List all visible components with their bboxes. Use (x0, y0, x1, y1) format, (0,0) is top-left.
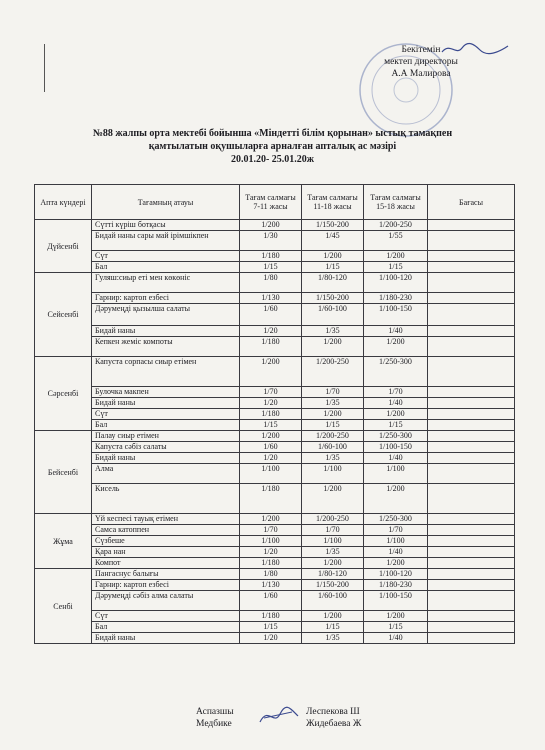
header-day: Апта күндері (35, 185, 92, 220)
table-row (35, 464, 515, 484)
title-line-2: қамтылатын оқушыларға арналған апталық ас мәзірі (148, 141, 397, 152)
dish-name-cell: Кепкен жеміс компоты (92, 337, 240, 357)
price-cell (428, 431, 515, 442)
price-cell (428, 453, 515, 464)
weight-7-11-cell: 1/180 (240, 251, 302, 262)
weight-15-18-cell: 1/200 (364, 337, 428, 357)
table-row (35, 398, 515, 409)
weight-11-18-cell: 1/35 (302, 547, 364, 558)
weight-11-18-cell: 1/70 (302, 525, 364, 536)
weight-15-18-cell: 1/40 (364, 633, 428, 644)
dish-name-cell: Дәрумеңді сәбіз алма салаты (92, 591, 240, 611)
approval-line-2: мектеп директоры (384, 57, 458, 67)
weight-15-18-cell: 1/70 (364, 387, 428, 398)
dish-name-cell: Алма (92, 464, 240, 484)
header-weight-15-18: Тағам салмағы 15-18 жасы (364, 185, 428, 220)
header-weight-11-18: Тағам салмағы 11-18 жасы (302, 185, 364, 220)
weight-15-18-cell: 1/250-300 (364, 357, 428, 387)
weight-15-18-cell: 1/100-120 (364, 569, 428, 580)
weight-15-18-cell: 1/180-230 (364, 293, 428, 304)
table-row (35, 273, 515, 293)
weight-7-11-cell: 1/15 (240, 420, 302, 431)
weight-7-11-cell: 1/180 (240, 484, 302, 514)
weight-7-11-cell: 1/70 (240, 525, 302, 536)
weight-11-18-cell: 1/80-120 (302, 273, 364, 293)
weight-7-11-cell: 1/180 (240, 558, 302, 569)
dish-name-cell: Капуста сәбіз салаты (92, 442, 240, 453)
weight-15-18-cell: 1/180-230 (364, 580, 428, 591)
dish-name-cell: Бал (92, 262, 240, 273)
header-price: Бағасы (428, 185, 515, 220)
price-cell (428, 326, 515, 337)
table-row (35, 558, 515, 569)
weight-11-18-cell: 1/200 (302, 251, 364, 262)
price-cell (428, 580, 515, 591)
weight-7-11-cell: 1/130 (240, 580, 302, 591)
dish-name-cell: Булочка макпен (92, 387, 240, 398)
dish-name-cell: Үй кеспесі тауық етімен (92, 514, 240, 525)
price-cell (428, 622, 515, 633)
weight-7-11-cell: 1/100 (240, 536, 302, 547)
price-cell (428, 409, 515, 420)
signatures-footer (196, 706, 416, 730)
dish-name-cell: Бидай наны (92, 398, 240, 409)
weight-15-18-cell: 1/40 (364, 547, 428, 558)
weight-15-18-cell: 1/55 (364, 231, 428, 251)
weight-15-18-cell: 1/200 (364, 251, 428, 262)
day-cell: Сенбі (35, 569, 92, 644)
weight-11-18-cell: 1/200-250 (302, 514, 364, 525)
table-row (35, 580, 515, 591)
weight-11-18-cell: 1/200-250 (302, 431, 364, 442)
price-cell (428, 293, 515, 304)
dish-name-cell: Сүт (92, 251, 240, 262)
weight-7-11-cell: 1/80 (240, 569, 302, 580)
weight-11-18-cell: 1/45 (302, 231, 364, 251)
price-cell (428, 591, 515, 611)
price-cell (428, 558, 515, 569)
weight-11-18-cell: 1/15 (302, 622, 364, 633)
table-row (35, 536, 515, 547)
weight-7-11-cell: 1/200 (240, 431, 302, 442)
price-cell (428, 514, 515, 525)
weight-11-18-cell: 1/70 (302, 387, 364, 398)
dish-name-cell: Бал (92, 420, 240, 431)
weight-11-18-cell: 1/200 (302, 337, 364, 357)
dish-name-cell: Палау сиыр етімен (92, 431, 240, 442)
document-title (60, 127, 485, 166)
dish-name-cell: Гуляш:сиыр еті мен көкөніс (92, 273, 240, 293)
table-row (35, 633, 515, 644)
price-cell (428, 420, 515, 431)
dish-name-cell: Бидай наны сары май ірімшікпен (92, 231, 240, 251)
weight-15-18-cell: 1/200-250 (364, 220, 428, 231)
table-row (35, 251, 515, 262)
weight-11-18-cell: 1/60-100 (302, 591, 364, 611)
dish-name-cell: Қара нан (92, 547, 240, 558)
table-row (35, 357, 515, 387)
table-header-row (35, 185, 515, 220)
table-row (35, 622, 515, 633)
table-row (35, 569, 515, 580)
weight-15-18-cell: 1/100 (364, 536, 428, 547)
weight-7-11-cell: 1/80 (240, 273, 302, 293)
weight-7-11-cell: 1/180 (240, 611, 302, 622)
weight-15-18-cell: 1/15 (364, 622, 428, 633)
table-row (35, 611, 515, 622)
weight-11-18-cell: 1/80-120 (302, 569, 364, 580)
weight-7-11-cell: 1/20 (240, 453, 302, 464)
price-cell (428, 525, 515, 536)
approval-block (356, 44, 486, 80)
price-cell (428, 569, 515, 580)
title-line-1: №88 жалпы орта мектебі бойынша «Міндетті білім қорынан» ыстық тамақпен (92, 128, 453, 139)
weight-15-18-cell: 1/200 (364, 611, 428, 622)
dish-name-cell: Гарнир: картоп езбесі (92, 580, 240, 591)
weight-7-11-cell: 1/15 (240, 262, 302, 273)
price-cell (428, 251, 515, 262)
dish-name-cell: Бидай наны (92, 453, 240, 464)
price-cell (428, 398, 515, 409)
table-row (35, 525, 515, 536)
price-cell (428, 633, 515, 644)
table-row (35, 547, 515, 558)
weight-7-11-cell: 1/60 (240, 304, 302, 326)
weight-15-18-cell: 1/250-300 (364, 514, 428, 525)
day-cell: Сейсенбі (35, 273, 92, 357)
weight-11-18-cell: 1/15 (302, 262, 364, 273)
weight-15-18-cell: 1/40 (364, 398, 428, 409)
dish-name-cell: Кисель (92, 484, 240, 514)
price-cell (428, 464, 515, 484)
weight-11-18-cell: 1/200-250 (302, 357, 364, 387)
dish-name-cell: Сүт (92, 611, 240, 622)
table-row (35, 420, 515, 431)
table-row (35, 431, 515, 442)
price-cell (428, 231, 515, 251)
table-row (35, 262, 515, 273)
weight-7-11-cell: 1/15 (240, 622, 302, 633)
price-cell (428, 611, 515, 622)
day-cell: Дүйсенбі (35, 220, 92, 273)
weight-15-18-cell: 1/100-150 (364, 304, 428, 326)
table-row (35, 304, 515, 326)
price-cell (428, 337, 515, 357)
table-row (35, 220, 515, 231)
weight-11-18-cell: 1/200 (302, 611, 364, 622)
weight-11-18-cell: 1/35 (302, 453, 364, 464)
weight-15-18-cell: 1/250-300 (364, 431, 428, 442)
dish-name-cell: Самса катоппен (92, 525, 240, 536)
weight-7-11-cell: 1/60 (240, 442, 302, 453)
cook-role: Аспазшы (196, 707, 234, 717)
weight-11-18-cell: 1/35 (302, 633, 364, 644)
table-row (35, 453, 515, 464)
weight-7-11-cell: 1/70 (240, 387, 302, 398)
nurse-signature-icon (256, 702, 302, 728)
weight-7-11-cell: 1/20 (240, 547, 302, 558)
weight-11-18-cell: 1/200 (302, 484, 364, 514)
header-weight-7-11: Тағам салмағы 7-11 жасы (240, 185, 302, 220)
weight-15-18-cell: 1/15 (364, 262, 428, 273)
weight-15-18-cell: 1/100 (364, 464, 428, 484)
nurse-name: Жидебаева Ж (306, 719, 362, 729)
cook-name: Леспекова Ш (306, 707, 360, 717)
dish-name-cell: Гарнир: картоп езбесі (92, 293, 240, 304)
price-cell (428, 484, 515, 514)
weight-15-18-cell: 1/200 (364, 558, 428, 569)
dish-name-cell: Сүтті күріш ботқасы (92, 220, 240, 231)
weight-7-11-cell: 1/200 (240, 514, 302, 525)
table-row (35, 514, 515, 525)
weight-7-11-cell: 1/60 (240, 591, 302, 611)
margin-mark (44, 44, 45, 92)
approval-line-1: Бекітемін (401, 45, 441, 55)
weight-15-18-cell: 1/70 (364, 525, 428, 536)
price-cell (428, 220, 515, 231)
day-cell: Жұма (35, 514, 92, 569)
table-row (35, 293, 515, 304)
weight-15-18-cell: 1/100-150 (364, 442, 428, 453)
price-cell (428, 304, 515, 326)
price-cell (428, 442, 515, 453)
dish-name-cell: Капуста сорпасы сиыр етімен (92, 357, 240, 387)
day-cell: Сәрсенбі (35, 357, 92, 431)
day-cell: Бейсенбі (35, 431, 92, 514)
weight-11-18-cell: 1/200 (302, 409, 364, 420)
weight-11-18-cell: 1/200 (302, 558, 364, 569)
table-row (35, 337, 515, 357)
weight-15-18-cell: 1/100-150 (364, 591, 428, 611)
weight-11-18-cell: 1/100 (302, 464, 364, 484)
dish-name-cell: Компот (92, 558, 240, 569)
weight-11-18-cell: 1/150-200 (302, 220, 364, 231)
dish-name-cell: Сүт (92, 409, 240, 420)
weight-11-18-cell: 1/60-100 (302, 442, 364, 453)
weight-7-11-cell: 1/200 (240, 220, 302, 231)
header-dish-name: Тағамның атауы (92, 185, 240, 220)
weight-15-18-cell: 1/40 (364, 326, 428, 337)
approval-line-3: А.А Малирова (391, 69, 451, 79)
weight-15-18-cell: 1/40 (364, 453, 428, 464)
dish-name-cell: Бидай наны (92, 326, 240, 337)
dish-name-cell: Бал (92, 622, 240, 633)
dish-name-cell: Бидай наны (92, 633, 240, 644)
weight-11-18-cell: 1/150-200 (302, 580, 364, 591)
weight-15-18-cell: 1/15 (364, 420, 428, 431)
table-body (35, 220, 515, 644)
weight-15-18-cell: 1/200 (364, 484, 428, 514)
dish-name-cell: Сүзбеше (92, 536, 240, 547)
weight-7-11-cell: 1/200 (240, 357, 302, 387)
price-cell (428, 387, 515, 398)
price-cell (428, 273, 515, 293)
weight-15-18-cell: 1/100-120 (364, 273, 428, 293)
dish-name-cell: Дәрумеңді қызылша салаты (92, 304, 240, 326)
weight-7-11-cell: 1/20 (240, 326, 302, 337)
footer-row-nurse (196, 718, 416, 730)
table-row (35, 442, 515, 453)
weight-7-11-cell: 1/180 (240, 337, 302, 357)
table-row (35, 326, 515, 337)
table-row (35, 484, 515, 514)
weight-11-18-cell: 1/35 (302, 398, 364, 409)
weight-11-18-cell: 1/35 (302, 326, 364, 337)
weekly-menu-table (34, 184, 515, 644)
weight-7-11-cell: 1/180 (240, 409, 302, 420)
weight-11-18-cell: 1/60-100 (302, 304, 364, 326)
table-row (35, 591, 515, 611)
weight-15-18-cell: 1/200 (364, 409, 428, 420)
table-row (35, 387, 515, 398)
weight-7-11-cell: 1/100 (240, 464, 302, 484)
weight-7-11-cell: 1/20 (240, 633, 302, 644)
weight-11-18-cell: 1/15 (302, 420, 364, 431)
title-date-range: 20.01.20- 25.01.20ж (230, 154, 315, 165)
price-cell (428, 262, 515, 273)
table-row (35, 231, 515, 251)
weight-11-18-cell: 1/150-200 (302, 293, 364, 304)
price-cell (428, 536, 515, 547)
dish-name-cell: Пангаснус балығы (92, 569, 240, 580)
price-cell (428, 547, 515, 558)
weight-7-11-cell: 1/20 (240, 398, 302, 409)
footer-row-cook (196, 706, 416, 718)
weight-7-11-cell: 1/30 (240, 231, 302, 251)
table-row (35, 409, 515, 420)
weight-11-18-cell: 1/100 (302, 536, 364, 547)
nurse-role: Медбике (196, 719, 232, 729)
price-cell (428, 357, 515, 387)
weight-7-11-cell: 1/130 (240, 293, 302, 304)
